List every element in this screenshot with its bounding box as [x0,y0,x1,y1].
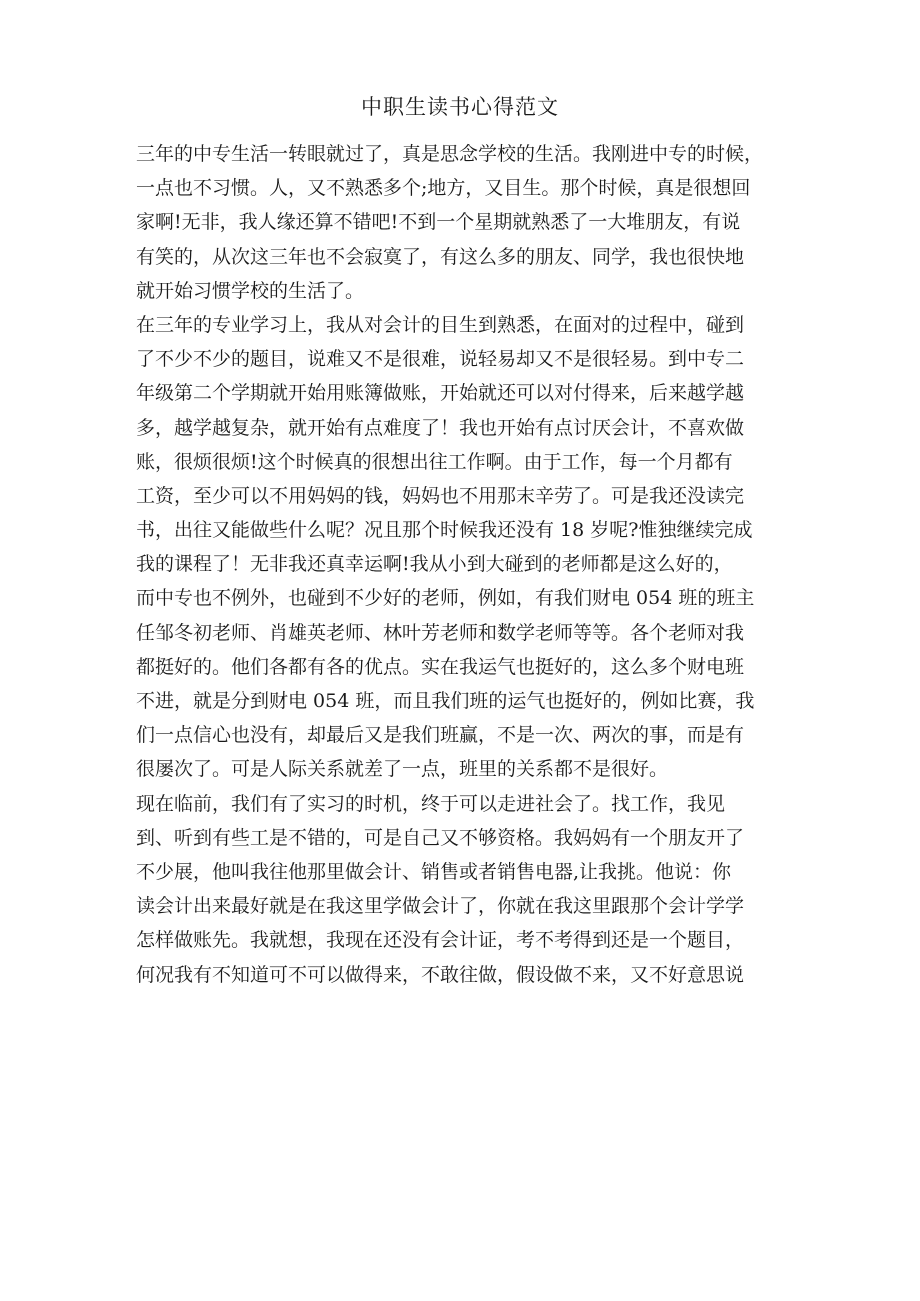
text-line: 不进，就是分到财电 054 班，而且我们班的运气也挺好的，例如比赛，我 [136,690,755,712]
text-line: 现在临前，我们有了实习的时机，终于可以走进社会了。找工作，我见 [136,792,726,815]
text-line: 任邹冬初老师、肖雄英老师、林叶芳老师和数学老师等等。各个老师对我 [136,621,745,644]
text-line: 何况我有不知道可不可以做得来，不敢往做，假设做不来，又不好意思说 [136,963,745,986]
text-line: 书，出往又能做些什么呢？况且那个时候我还没有 18 岁呢?惟独继续完成 [136,519,753,542]
text-line: 在三年的专业学习上，我从对会计的目生到熟悉，在面对的过程中，碰到 [136,313,745,336]
text-line: 就开始习惯学校的生活了。 [136,279,365,302]
text-line: 到、听到有些工是不错的，可是自己又不够资格。我妈妈有一个朋友开了 [136,826,745,849]
document-body [136,137,816,992]
text-line: 有笑的，从次这三年也不会寂寞了，有这么多的朋友、同学，我也很快地 [136,245,745,268]
text-line: 账，很烦很烦!这个时候真的很想出往工作啊。由于工作，每一个月都有 [136,450,733,473]
text-line: 都挺好的。他们各都有各的优点。实在我运气也挺好的，这么多个财电班 [136,655,745,678]
text-line: 很屡次了。可是人际关系就差了一点，班里的关系都不是很好。 [136,758,669,781]
text-line: 而中专也不例外，也碰到不少好的老师，例如，有我们财电 054 班的班主 [136,587,755,610]
text-line: 家啊!无非，我人缘还算不错吧!不到一个星期就熟悉了一大堆朋友，有说 [136,211,741,234]
text-line: 们一点信心也没有，却最后又是我们班赢，不是一次、两次的事，而是有 [136,724,745,747]
text-line: 不少展，他叫我往他那里做会计、销售或者销售电器,让我挑。他说：你 [136,860,732,883]
text-line: 工资，至少可以不用妈妈的钱，妈妈也不用那末辛劳了。可是我还没读完 [136,484,745,507]
text-line: 怎样做账先。我就想，我现在还没有会计证，考不考得到还是一个题目， [136,929,745,952]
text-line: 一点也不习惯。人，又不熟悉多个;地方，又目生。那个时候，真是很想回 [136,177,751,200]
text-line: 多，越学越复杂，就开始有点难度了！我也开始有点讨厌会计，不喜欢做 [136,416,745,439]
text-line: 读会计出来最好就是在我这里学做会计了，你就在我这里跟那个会计学学 [136,895,745,918]
document-title: 中职生读书心得范文 [361,95,559,119]
text-line: 了不少不少的题目，说难又不是很难，说轻易却又不是很轻易。到中专二 [136,348,745,371]
text-line: 我的课程了！无非我还真幸运啊!我从小到大碰到的老师都是这么好的， [136,553,733,576]
text-line: 年级第二个学期就开始用账簿做账，开始就还可以对付得来，后来越学越 [136,382,745,405]
text-line: 三年的中专生活一转眼就过了，真是思念学校的生活。我刚进中专的时候， [136,143,764,165]
